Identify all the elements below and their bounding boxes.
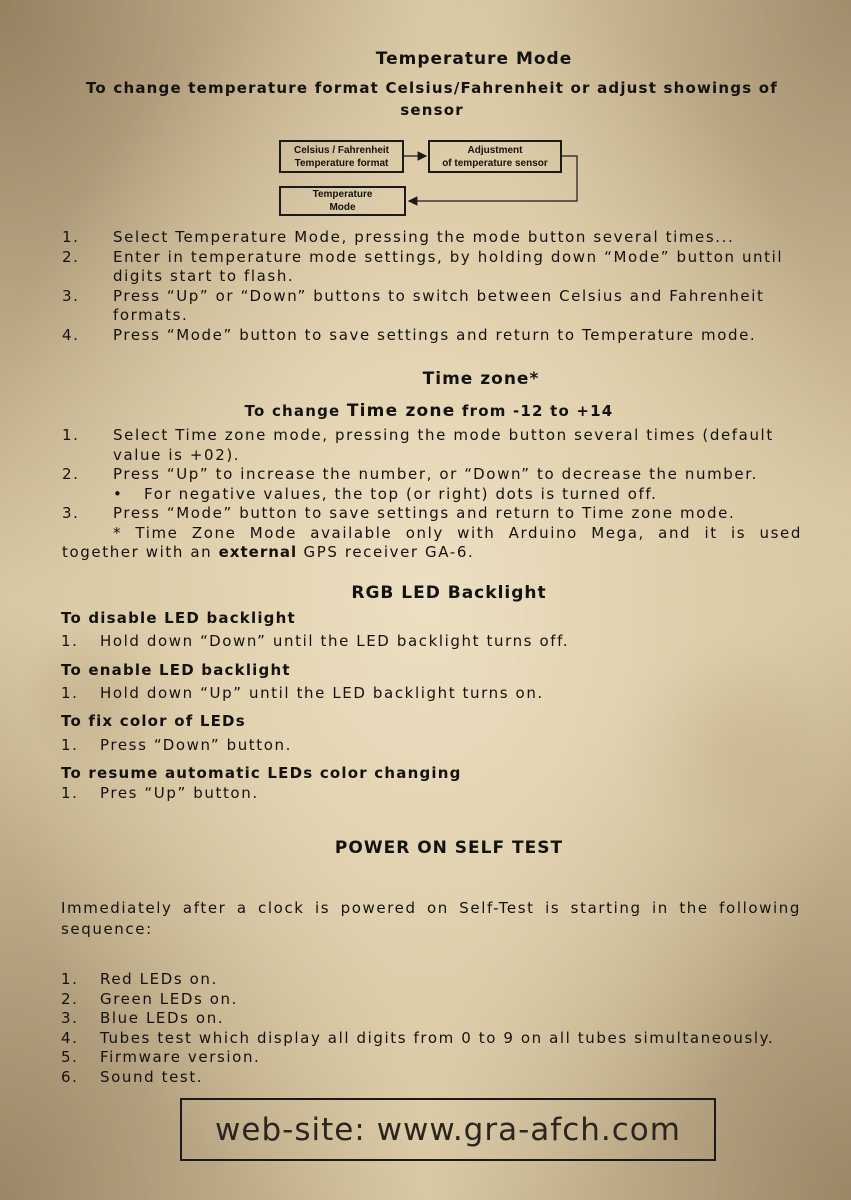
item-number: 4. [61,1028,79,1047]
time-zone-title: Time zone* [422,369,540,389]
item-number: 5. [61,1048,79,1066]
item-number: 1. [62,426,80,444]
diagram-arrows [0,0,851,230]
rgb-backlight-title: RGB LED Backlight [351,583,547,603]
list-item [61,684,801,704]
item-text: Press “Down” button. [100,736,293,754]
item-text: Blue LEDs on. [100,1009,225,1027]
rgb-group-heading: To resume automatic LEDs color changing [61,764,462,782]
self-test-title: POWER ON SELF TEST [334,838,564,858]
diagram-box-label: of temperature sensor [442,157,548,169]
item-text: Green LEDs on. [100,989,239,1008]
note-text: GPS receiver GA-6. [297,543,475,561]
subtitle-suffix: from -12 to +14 [455,402,614,420]
item-number: 1. [61,736,79,754]
list-item [62,228,802,248]
arrow-return [409,156,577,201]
item-text: Select Time zone mode, pressing the mode button several times (default value is +02). [113,426,774,464]
list-item [61,1068,801,1088]
list-item [61,1048,801,1068]
list-item [61,1029,801,1049]
subtitle-prefix: To change [244,402,347,420]
item-number: 3. [62,504,80,522]
list-item-bullet [113,485,803,505]
list-item [61,970,801,990]
item-number: 2. [62,465,80,483]
time-zone-note [62,524,802,563]
website-banner [180,1098,716,1161]
list-item [62,326,802,346]
item-number: 3. [62,286,80,305]
item-number: 4. [62,325,80,344]
item-text: Tubes test which display all digits from 0 to 9 on all tubes simultaneously. [100,1028,775,1047]
item-number: 2. [61,989,79,1008]
diagram-box-label: Temperature format [294,157,389,169]
item-number: 2. [62,247,80,266]
time-zone-subtitle [0,401,851,421]
item-text: For negative values, the top (or right) dots is turned off. [144,484,658,503]
item-text: Enter in temperature mode settings, by holding down “Mode” button until digits start to flash. [113,247,784,285]
item-text: Hold down “Up” until the LED backlight turns on. [100,684,544,702]
item-number: 1. [62,228,80,246]
item-text: Press “Mode” button to save settings and return to Temperature mode. [113,325,757,344]
item-text: Press “Mode” button to save settings and return to Time zone mode. [113,504,736,522]
diagram-box-label: Temperature [312,189,373,200]
list-item [62,287,802,326]
list-item [61,990,801,1010]
list-item [61,632,801,652]
item-text: Press “Up” to increase the number, or “Down” to decrease the number. [113,465,758,483]
temperature-mode-title: Temperature Mode [375,49,573,69]
item-text: Sound test. [100,1067,204,1086]
item-number: 1. [61,970,79,988]
item-number: 3. [61,1009,79,1027]
diagram-box-label: Celsius / Fahrenheit [293,144,390,156]
item-number: 6. [61,1067,79,1086]
item-text: Hold down “Down” until the LED backlight turns off. [100,632,570,650]
bullet-icon: • [113,484,124,503]
list-item [61,1009,801,1029]
list-item [62,426,802,465]
note-text: * Time Zone Mode available only with Arduino Mega, and it is used together with an [62,523,802,561]
list-item [62,248,802,287]
item-text: Firmware version. [100,1048,261,1066]
list-item [62,465,802,485]
item-text: Red LEDs on. [100,970,218,988]
note-emphasis: external [218,543,298,561]
diagram-box-label: Mode [329,202,356,213]
item-text: Pres “Up” button. [100,784,259,802]
self-test-intro: Immediately after a clock is powered on Self-Test is starting in the following sequence: [61,899,801,938]
list-item [61,736,801,756]
item-number: 1. [61,632,79,650]
diagram-box-label: Adjustment [467,144,523,156]
rgb-group-heading: To enable LED backlight [61,661,291,679]
item-number: 1. [61,784,79,802]
list-item [62,504,802,524]
subtitle-emphasis: Time zone [346,401,456,421]
temperature-mode-subtitle: To change temperature format Celsius/Fahrenheit or adjust showings of sensor [85,79,778,119]
list-item [61,784,801,804]
rgb-group-heading: To disable LED backlight [61,609,296,627]
item-text: Press “Up” or “Down” buttons to switch between Celsius and Fahrenheit formats. [113,286,765,324]
item-number: 1. [61,684,79,702]
item-text: Select Temperature Mode, pressing the mode button several times... [113,228,735,246]
website-link[interactable]: web-site: www.gra-afch.com [215,1111,681,1148]
rgb-group-heading: To fix color of LEDs [61,712,246,730]
